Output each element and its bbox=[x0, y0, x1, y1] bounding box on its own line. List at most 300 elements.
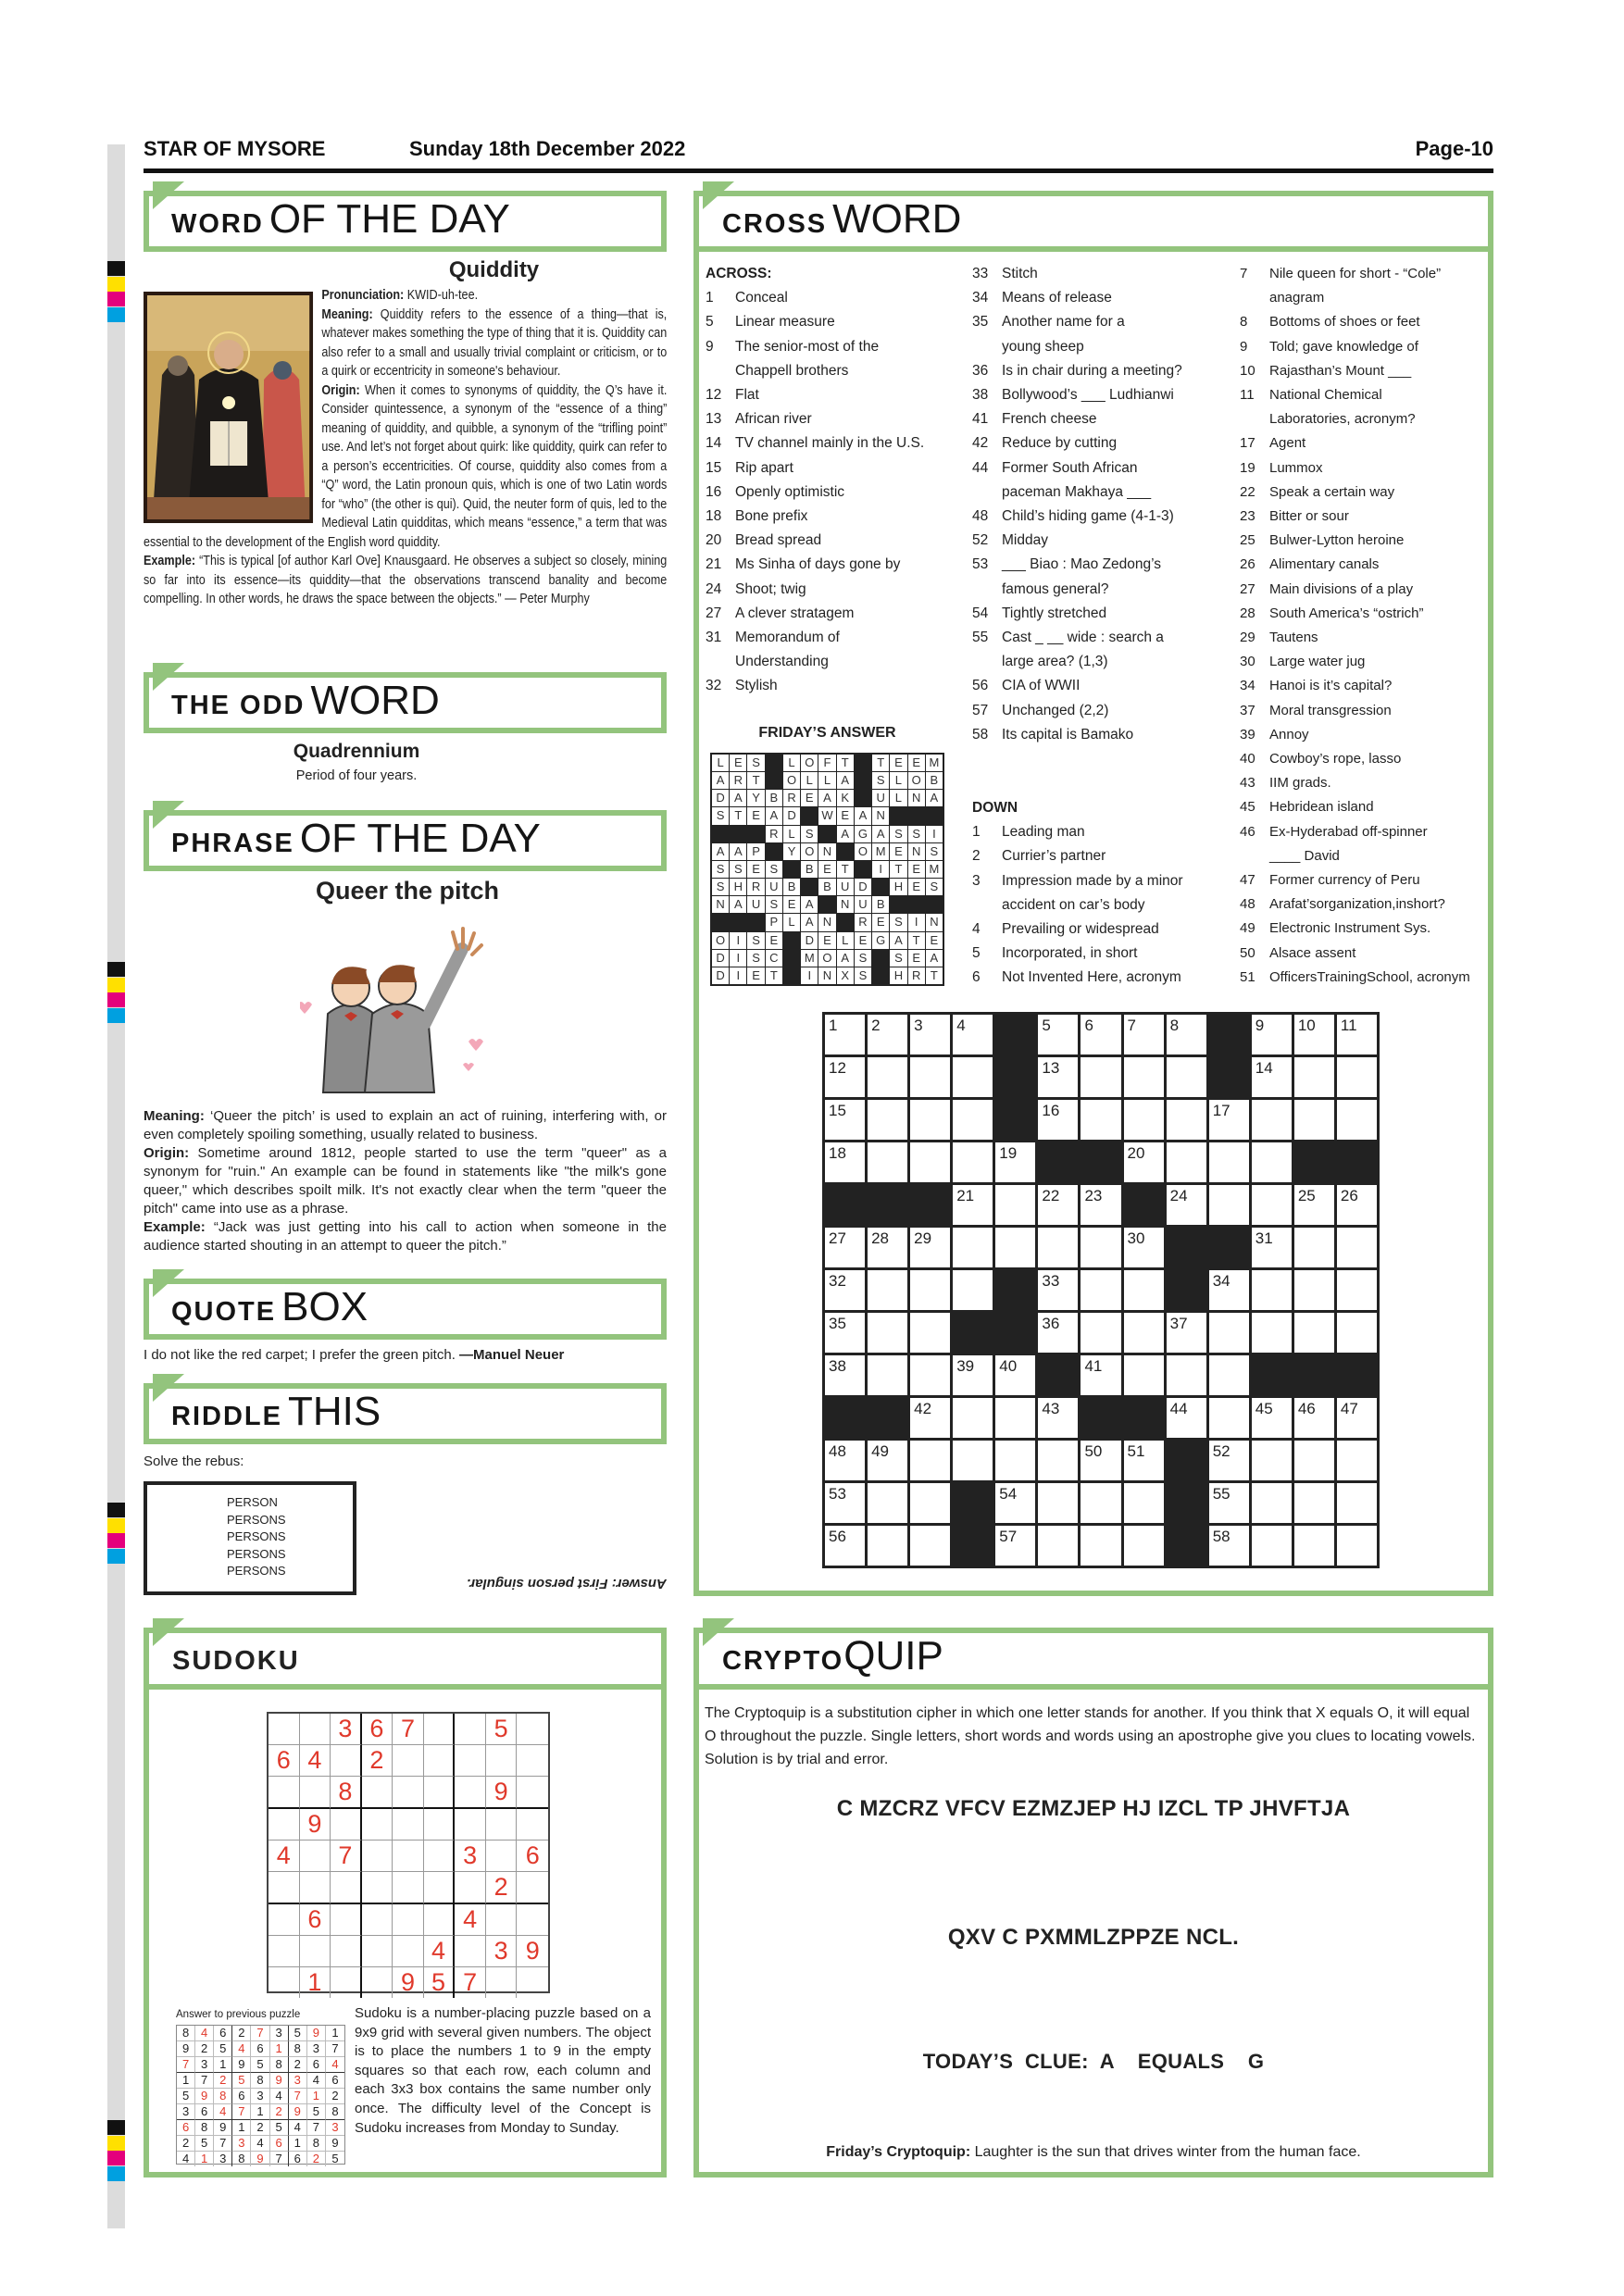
previous-answer-cell: 2 bbox=[289, 2057, 307, 2073]
crossword-cell[interactable]: 12 bbox=[825, 1057, 865, 1097]
sudoku-given-cell: 6 bbox=[269, 1745, 300, 1777]
crossword-cell[interactable] bbox=[1124, 1270, 1164, 1310]
clue-text: Bread spread bbox=[735, 532, 822, 549]
clue-item bbox=[972, 699, 1241, 723]
crossword-cell[interactable] bbox=[995, 1185, 1035, 1225]
meaning-text: Quiddity refers to the essence of a thing—that is, whatever makes something the type of thing that it is. Quiddity can also refer to a small and usually trivial complaint or criticism, or to a quirk or eccentricity in someone's behaviour. bbox=[321, 306, 668, 379]
answer-cell: E bbox=[801, 790, 818, 806]
sudoku-empty-cell[interactable] bbox=[331, 1872, 362, 1904]
sudoku-empty-cell[interactable] bbox=[455, 1777, 486, 1809]
sudoku-empty-cell[interactable] bbox=[393, 1904, 424, 1936]
sudoku-empty-cell[interactable] bbox=[486, 1809, 518, 1841]
crossword-cell[interactable]: 35 bbox=[825, 1313, 865, 1353]
crossword-cell[interactable]: 10 bbox=[1294, 1015, 1334, 1054]
sudoku-empty-cell[interactable] bbox=[300, 1872, 331, 1904]
answer-cell: Y bbox=[747, 790, 764, 806]
crossword-cell[interactable]: 52 bbox=[1209, 1441, 1249, 1480]
crossword-cell[interactable]: 37 bbox=[1167, 1313, 1206, 1353]
crossword-cell[interactable]: 42 bbox=[910, 1398, 950, 1438]
crossword-cell[interactable]: 16 bbox=[1038, 1100, 1078, 1140]
sudoku-empty-cell[interactable] bbox=[362, 1872, 394, 1904]
crossword-cell[interactable] bbox=[953, 1142, 993, 1182]
sudoku-empty-cell[interactable] bbox=[331, 1936, 362, 1967]
crossword-cell[interactable] bbox=[910, 1313, 950, 1353]
sudoku-empty-cell[interactable] bbox=[486, 1841, 518, 1872]
sudoku-empty-cell[interactable] bbox=[455, 1745, 486, 1777]
crossword-cell[interactable]: 6 bbox=[1081, 1015, 1120, 1054]
sudoku-empty-cell[interactable] bbox=[455, 1936, 486, 1967]
clue-number: 5 bbox=[972, 945, 981, 962]
answer-cell: S bbox=[908, 826, 925, 842]
answer-black-square bbox=[783, 861, 800, 878]
crossword-cell[interactable]: 22 bbox=[1038, 1185, 1078, 1225]
crossword-cell[interactable] bbox=[1252, 1142, 1292, 1182]
crossword-cell[interactable]: 53 bbox=[825, 1483, 865, 1523]
crossword-cell[interactable] bbox=[868, 1270, 907, 1310]
crossword-cell[interactable]: 5 bbox=[1038, 1015, 1078, 1054]
crossword-cell[interactable] bbox=[1167, 1355, 1206, 1395]
crossword-cell[interactable]: 21 bbox=[953, 1185, 993, 1225]
crossword-cell[interactable]: 3 bbox=[910, 1015, 950, 1054]
answer-cell: N bbox=[712, 896, 729, 913]
crossword-cell[interactable]: 39 bbox=[953, 1355, 993, 1395]
answer-cell: O bbox=[855, 843, 871, 860]
previous-answer-cell: 3 bbox=[289, 2073, 307, 2089]
crossword-cell[interactable] bbox=[910, 1526, 950, 1566]
clue-text: Large water jug bbox=[1269, 654, 1366, 670]
clue-text: Hebridean island bbox=[1269, 799, 1374, 816]
sudoku-empty-cell[interactable] bbox=[424, 1841, 456, 1872]
crossword-cell[interactable]: 50 bbox=[1081, 1441, 1120, 1480]
crossword-cell[interactable]: 34 bbox=[1209, 1270, 1249, 1310]
crossword-cell[interactable] bbox=[1124, 1355, 1164, 1395]
previous-answer-cell: 5 bbox=[289, 2026, 307, 2041]
crossword-cell[interactable] bbox=[1124, 1313, 1164, 1353]
crossword-cell[interactable] bbox=[1337, 1526, 1377, 1566]
clue-number: 6 bbox=[972, 969, 981, 986]
answer-cell: E bbox=[747, 807, 764, 824]
sudoku-empty-cell[interactable] bbox=[269, 1936, 300, 1967]
crossword-cell[interactable] bbox=[1294, 1228, 1334, 1267]
clue-text: Unchanged (2,2) bbox=[1002, 702, 1109, 718]
crossword-cell[interactable] bbox=[1252, 1270, 1292, 1310]
crossword-cell[interactable] bbox=[1124, 1526, 1164, 1566]
answer-cell: U bbox=[872, 790, 889, 806]
crossword-cell[interactable] bbox=[868, 1355, 907, 1395]
previous-answer-cell: 4 bbox=[307, 2073, 326, 2089]
crossword-cell[interactable]: 38 bbox=[825, 1355, 865, 1395]
crossword-cell[interactable] bbox=[868, 1483, 907, 1523]
answer-black-square bbox=[926, 807, 943, 824]
previous-answer-cell: 4 bbox=[326, 2057, 344, 2073]
crossword-black-square bbox=[868, 1185, 907, 1225]
crossword-cell[interactable] bbox=[1167, 1057, 1206, 1097]
sudoku-empty-cell[interactable] bbox=[424, 1745, 456, 1777]
sudoku-given-cell: 6 bbox=[362, 1714, 394, 1745]
answer-black-square bbox=[801, 879, 818, 895]
crossword-cell[interactable] bbox=[953, 1441, 993, 1480]
crossword-cell[interactable] bbox=[1038, 1228, 1078, 1267]
crossword-cell[interactable] bbox=[910, 1441, 950, 1480]
crossword-cell[interactable] bbox=[953, 1057, 993, 1097]
crossword-cell[interactable] bbox=[1038, 1483, 1078, 1523]
sudoku-empty-cell[interactable] bbox=[517, 1714, 548, 1745]
crossword-cell[interactable] bbox=[1209, 1398, 1249, 1438]
clue-number: 40 bbox=[1240, 751, 1255, 767]
crossword-cell[interactable] bbox=[1294, 1483, 1334, 1523]
sudoku-empty-cell[interactable] bbox=[486, 1745, 518, 1777]
heading-light: OF THE DAY bbox=[269, 196, 510, 242]
sudoku-empty-cell[interactable] bbox=[455, 1809, 486, 1841]
heading-bold: RIDDLE bbox=[171, 1402, 282, 1431]
crossword-cell[interactable]: 1 bbox=[825, 1015, 865, 1054]
crossword-cell[interactable]: 14 bbox=[1252, 1057, 1292, 1097]
crossword-cell[interactable] bbox=[1167, 1142, 1206, 1182]
clue-number: 14 bbox=[706, 435, 722, 452]
clue-item bbox=[972, 602, 1241, 626]
clue-item bbox=[1240, 723, 1485, 747]
answer-cell: E bbox=[890, 843, 906, 860]
cryptoquip-header-divider bbox=[693, 1684, 1493, 1690]
crossword-cell[interactable]: 4 bbox=[953, 1015, 993, 1054]
crossword-cell[interactable] bbox=[1294, 1057, 1334, 1097]
crossword-header-divider bbox=[693, 246, 1493, 252]
crossword-black-square bbox=[1124, 1185, 1164, 1225]
crossword-cell[interactable] bbox=[1294, 1270, 1334, 1310]
sudoku-empty-cell[interactable] bbox=[362, 1904, 394, 1936]
crossword-cell[interactable] bbox=[910, 1483, 950, 1523]
sudoku-empty-cell[interactable] bbox=[486, 1967, 518, 1998]
crossword-cell[interactable]: 23 bbox=[1081, 1185, 1120, 1225]
crossword-cell[interactable] bbox=[1209, 1355, 1249, 1395]
clue-item bbox=[972, 262, 1241, 286]
clue-item bbox=[1240, 578, 1485, 602]
sudoku-empty-cell[interactable] bbox=[300, 1714, 331, 1745]
answer-cell: L bbox=[783, 914, 800, 930]
crossword-cell[interactable] bbox=[1252, 1100, 1292, 1140]
crossword-cell[interactable] bbox=[1124, 1483, 1164, 1523]
sudoku-empty-cell[interactable] bbox=[393, 1809, 424, 1841]
answer-black-square bbox=[730, 914, 746, 930]
crossword-cell[interactable]: 17 bbox=[1209, 1100, 1249, 1140]
crossword-cell[interactable]: 43 bbox=[1038, 1398, 1078, 1438]
crossword-cell[interactable] bbox=[868, 1142, 907, 1182]
answer-black-square bbox=[766, 755, 782, 771]
sudoku-empty-cell[interactable] bbox=[486, 1904, 518, 1936]
clue-number: 52 bbox=[972, 532, 989, 549]
crossword-cell[interactable]: 19 bbox=[995, 1142, 1035, 1182]
crossword-cell[interactable] bbox=[1038, 1441, 1078, 1480]
crossword-cell[interactable] bbox=[1294, 1100, 1334, 1140]
sudoku-grid[interactable] bbox=[267, 1712, 550, 1996]
previous-answer-cell: 5 bbox=[177, 2089, 195, 2104]
crossword-cell[interactable]: 7 bbox=[1124, 1015, 1164, 1054]
sudoku-empty-cell[interactable] bbox=[300, 1936, 331, 1967]
answer-cell: M bbox=[801, 950, 818, 967]
crossword-cell[interactable]: 27 bbox=[825, 1228, 865, 1267]
crossword-black-square bbox=[1081, 1142, 1120, 1182]
crossword-cell[interactable]: 54 bbox=[995, 1483, 1035, 1523]
answer-cell: R bbox=[766, 826, 782, 842]
crossword-cell[interactable] bbox=[1081, 1057, 1120, 1097]
sudoku-empty-cell[interactable] bbox=[455, 1872, 486, 1904]
crossword-cell[interactable]: 57 bbox=[995, 1526, 1035, 1566]
crossword-cell[interactable]: 9 bbox=[1252, 1015, 1292, 1054]
crossword-cell[interactable] bbox=[1209, 1142, 1249, 1182]
sudoku-empty-cell[interactable] bbox=[424, 1714, 456, 1745]
crossword-cell[interactable] bbox=[995, 1228, 1035, 1267]
crossword-cell[interactable] bbox=[1081, 1483, 1120, 1523]
clue-item bbox=[706, 529, 965, 553]
crossword-cell[interactable] bbox=[910, 1270, 950, 1310]
sudoku-empty-cell[interactable] bbox=[517, 1777, 548, 1809]
crossword-cell[interactable] bbox=[1337, 1441, 1377, 1480]
crossword-cell[interactable] bbox=[1252, 1441, 1292, 1480]
crossword-cell[interactable] bbox=[868, 1526, 907, 1566]
crossword-cell[interactable] bbox=[953, 1100, 993, 1140]
sudoku-empty-cell[interactable] bbox=[331, 1745, 362, 1777]
sudoku-empty-cell[interactable] bbox=[362, 1809, 394, 1841]
sudoku-empty-cell[interactable] bbox=[393, 1777, 424, 1809]
crossword-cell[interactable] bbox=[1124, 1057, 1164, 1097]
sudoku-empty-cell[interactable] bbox=[362, 1777, 394, 1809]
previous-answer-cell: 7 bbox=[270, 2152, 289, 2166]
clue-number: 34 bbox=[1240, 678, 1255, 694]
crossword-cell[interactable]: 41 bbox=[1081, 1355, 1120, 1395]
answer-black-square bbox=[855, 772, 871, 789]
crossword-cell[interactable]: 26 bbox=[1337, 1185, 1377, 1225]
crossword-cell[interactable]: 36 bbox=[1038, 1313, 1078, 1353]
answer-cell: L bbox=[890, 772, 906, 789]
phrase-of-day-header bbox=[144, 810, 667, 871]
crossword-cell[interactable]: 56 bbox=[825, 1526, 865, 1566]
clue-item bbox=[972, 553, 1241, 601]
answer-black-square bbox=[890, 896, 906, 913]
crossword-cell[interactable] bbox=[953, 1228, 993, 1267]
answer-cell: S bbox=[872, 772, 889, 789]
clue-number: 13 bbox=[706, 411, 722, 428]
answer-black-square bbox=[908, 807, 925, 824]
sudoku-empty-cell[interactable] bbox=[300, 1777, 331, 1809]
clue-text: National Chemical Laboratories, acronym? bbox=[1269, 387, 1416, 428]
sudoku-empty-cell[interactable] bbox=[269, 1809, 300, 1841]
clue-item bbox=[1240, 505, 1485, 529]
previous-answer-cell: 9 bbox=[251, 2152, 269, 2166]
previous-answer-cell: 5 bbox=[270, 2120, 289, 2136]
heading-bold: QUOTE bbox=[171, 1297, 277, 1327]
crossword-cell[interactable] bbox=[1252, 1483, 1292, 1523]
crossword-black-square bbox=[1167, 1483, 1206, 1523]
clue-number: 47 bbox=[1240, 872, 1255, 889]
crossword-cell[interactable] bbox=[1209, 1185, 1249, 1225]
registration-mark bbox=[107, 978, 125, 992]
clue-number: 38 bbox=[972, 387, 989, 404]
sudoku-empty-cell[interactable] bbox=[517, 1809, 548, 1841]
sudoku-empty-cell[interactable] bbox=[393, 1841, 424, 1872]
crossword-cell[interactable] bbox=[910, 1142, 950, 1182]
crossword-cell[interactable] bbox=[995, 1441, 1035, 1480]
crossword-cell[interactable] bbox=[1337, 1313, 1377, 1353]
answer-cell: L bbox=[712, 755, 729, 771]
crossword-cell[interactable]: 29 bbox=[910, 1228, 950, 1267]
crossword-cell[interactable] bbox=[1294, 1526, 1334, 1566]
crossword-cell[interactable]: 40 bbox=[995, 1355, 1035, 1395]
answer-cell: P bbox=[766, 914, 782, 930]
sudoku-empty-cell[interactable] bbox=[269, 1714, 300, 1745]
crossword-cell[interactable]: 45 bbox=[1252, 1398, 1292, 1438]
crossword-black-square bbox=[995, 1015, 1035, 1054]
answer-cell: S bbox=[747, 932, 764, 949]
clue-text: Rajasthan’s Mount ___ bbox=[1269, 362, 1412, 379]
crossword-cell[interactable] bbox=[1252, 1313, 1292, 1353]
answer-cell: B bbox=[926, 772, 943, 789]
crossword-cell[interactable]: 25 bbox=[1294, 1185, 1334, 1225]
crossword-cell[interactable] bbox=[1337, 1270, 1377, 1310]
crossword-cell[interactable]: 31 bbox=[1252, 1228, 1292, 1267]
crossword-cell[interactable] bbox=[1337, 1057, 1377, 1097]
sudoku-empty-cell[interactable] bbox=[269, 1904, 300, 1936]
sudoku-empty-cell[interactable] bbox=[393, 1745, 424, 1777]
two-grooms-cartoon-image bbox=[300, 912, 502, 1102]
crossword-cell[interactable] bbox=[1038, 1526, 1078, 1566]
sudoku-empty-cell[interactable] bbox=[393, 1936, 424, 1967]
crossword-cell[interactable] bbox=[868, 1100, 907, 1140]
answer-cell: A bbox=[890, 932, 906, 949]
clue-number: 32 bbox=[706, 678, 722, 694]
crossword-cell[interactable]: 8 bbox=[1167, 1015, 1206, 1054]
answer-cell: N bbox=[908, 790, 925, 806]
crossword-cell[interactable] bbox=[1294, 1313, 1334, 1353]
crossword-cell[interactable] bbox=[910, 1057, 950, 1097]
crossword-grid[interactable] bbox=[822, 1012, 1380, 1568]
answer-cell: N bbox=[818, 967, 835, 984]
crossword-cell[interactable]: 58 bbox=[1209, 1526, 1249, 1566]
previous-answer-cell: 3 bbox=[326, 2120, 344, 2136]
sudoku-empty-cell[interactable] bbox=[300, 1841, 331, 1872]
crossword-cell[interactable] bbox=[1209, 1313, 1249, 1353]
crossword-cell[interactable] bbox=[1081, 1526, 1120, 1566]
sudoku-empty-cell[interactable] bbox=[393, 1872, 424, 1904]
sudoku-empty-cell[interactable] bbox=[455, 1714, 486, 1745]
previous-answer-cell: 1 bbox=[232, 2120, 251, 2136]
crossword-cell[interactable] bbox=[1252, 1526, 1292, 1566]
crossword-cell[interactable]: 51 bbox=[1124, 1441, 1164, 1480]
crossword-cell[interactable] bbox=[1081, 1100, 1120, 1140]
sudoku-empty-cell[interactable] bbox=[424, 1872, 456, 1904]
clue-number: 19 bbox=[1240, 459, 1255, 476]
sudoku-empty-cell[interactable] bbox=[269, 1777, 300, 1809]
crossword-cell[interactable]: 28 bbox=[868, 1228, 907, 1267]
crossword-cell[interactable] bbox=[1252, 1185, 1292, 1225]
answer-black-square bbox=[890, 807, 906, 824]
sudoku-empty-cell[interactable] bbox=[517, 1904, 548, 1936]
sudoku-empty-cell[interactable] bbox=[331, 1809, 362, 1841]
registration-mark bbox=[107, 277, 125, 292]
answer-cell: E bbox=[818, 861, 835, 878]
sudoku-given-cell: 4 bbox=[455, 1904, 486, 1936]
clue-number: 3 bbox=[972, 872, 981, 889]
clue-text: ___ Biao : Mao Zedong’s famous general? bbox=[1002, 556, 1162, 597]
clue-item bbox=[972, 286, 1241, 310]
sudoku-empty-cell[interactable] bbox=[517, 1872, 548, 1904]
clue-item bbox=[1240, 892, 1485, 917]
answer-cell: I bbox=[730, 932, 746, 949]
crossword-cell[interactable]: 11 bbox=[1337, 1015, 1377, 1054]
sudoku-empty-cell[interactable] bbox=[424, 1777, 456, 1809]
sudoku-empty-cell[interactable] bbox=[517, 1745, 548, 1777]
crossword-cell[interactable]: 32 bbox=[825, 1270, 865, 1310]
crossword-cell[interactable] bbox=[1294, 1441, 1334, 1480]
clue-number: 48 bbox=[1240, 896, 1255, 913]
previous-answer-cell: 8 bbox=[177, 2026, 195, 2041]
crossword-cell[interactable]: 47 bbox=[1337, 1398, 1377, 1438]
sudoku-empty-cell[interactable] bbox=[424, 1904, 456, 1936]
clue-text: Midday bbox=[1002, 532, 1048, 549]
cipher-line-1: C MZCRZ VFCV EZMZJEP HJ IZCL TP JHVFTJA bbox=[836, 1796, 1351, 1821]
crossword-cell[interactable]: 46 bbox=[1294, 1398, 1334, 1438]
sudoku-empty-cell[interactable] bbox=[517, 1967, 548, 1998]
crossword-cell[interactable] bbox=[1081, 1228, 1120, 1267]
crossword-cell[interactable] bbox=[868, 1057, 907, 1097]
crossword-cell[interactable]: 30 bbox=[1124, 1228, 1164, 1267]
crossword-cell[interactable] bbox=[868, 1313, 907, 1353]
word-of-day-body bbox=[144, 286, 667, 609]
crossword-cell[interactable]: 15 bbox=[825, 1100, 865, 1140]
crossword-cell[interactable]: 13 bbox=[1038, 1057, 1078, 1097]
crossword-cell[interactable] bbox=[953, 1398, 993, 1438]
crossword-cell[interactable] bbox=[1337, 1100, 1377, 1140]
sudoku-empty-cell[interactable] bbox=[362, 1841, 394, 1872]
crossword-cell[interactable]: 48 bbox=[825, 1441, 865, 1480]
sudoku-empty-cell[interactable] bbox=[331, 1967, 362, 1998]
crossword-cell[interactable] bbox=[1081, 1270, 1120, 1310]
crossword-cell[interactable] bbox=[995, 1398, 1035, 1438]
answer-black-square bbox=[766, 843, 782, 860]
rebus-line: PERSON bbox=[227, 1495, 278, 1509]
crossword-cell[interactable] bbox=[1337, 1483, 1377, 1523]
clue-text: African river bbox=[735, 411, 812, 428]
answer-black-square bbox=[855, 861, 871, 878]
crossword-cell[interactable]: 20 bbox=[1124, 1142, 1164, 1182]
crossword-cell[interactable] bbox=[910, 1100, 950, 1140]
crossword-cell[interactable]: 55 bbox=[1209, 1483, 1249, 1523]
sudoku-empty-cell[interactable] bbox=[424, 1809, 456, 1841]
crossword-cell[interactable]: 44 bbox=[1167, 1398, 1206, 1438]
clue-text: Hanoi is it’s capital? bbox=[1269, 678, 1393, 694]
crossword-black-square bbox=[953, 1526, 993, 1566]
crossword-cell[interactable]: 2 bbox=[868, 1015, 907, 1054]
sudoku-empty-cell[interactable] bbox=[269, 1872, 300, 1904]
crossword-cell[interactable]: 18 bbox=[825, 1142, 865, 1182]
crossword-cell[interactable]: 49 bbox=[868, 1441, 907, 1480]
sudoku-empty-cell[interactable] bbox=[269, 1967, 300, 1998]
crossword-cell[interactable] bbox=[910, 1355, 950, 1395]
crossword-cell[interactable] bbox=[1337, 1228, 1377, 1267]
clue-number: 31 bbox=[706, 630, 722, 646]
clue-item bbox=[1240, 868, 1485, 892]
sudoku-empty-cell[interactable] bbox=[362, 1967, 394, 1998]
crossword-cell[interactable]: 24 bbox=[1167, 1185, 1206, 1225]
crossword-cell[interactable] bbox=[1167, 1100, 1206, 1140]
crossword-cell[interactable] bbox=[953, 1270, 993, 1310]
sudoku-empty-cell[interactable] bbox=[362, 1936, 394, 1967]
crossword-cell[interactable]: 33 bbox=[1038, 1270, 1078, 1310]
clue-item bbox=[972, 869, 1241, 917]
answer-cell: S bbox=[712, 807, 729, 824]
sudoku-empty-cell[interactable] bbox=[331, 1904, 362, 1936]
crossword-cell[interactable] bbox=[1081, 1313, 1120, 1353]
crossword-cell[interactable] bbox=[1124, 1100, 1164, 1140]
